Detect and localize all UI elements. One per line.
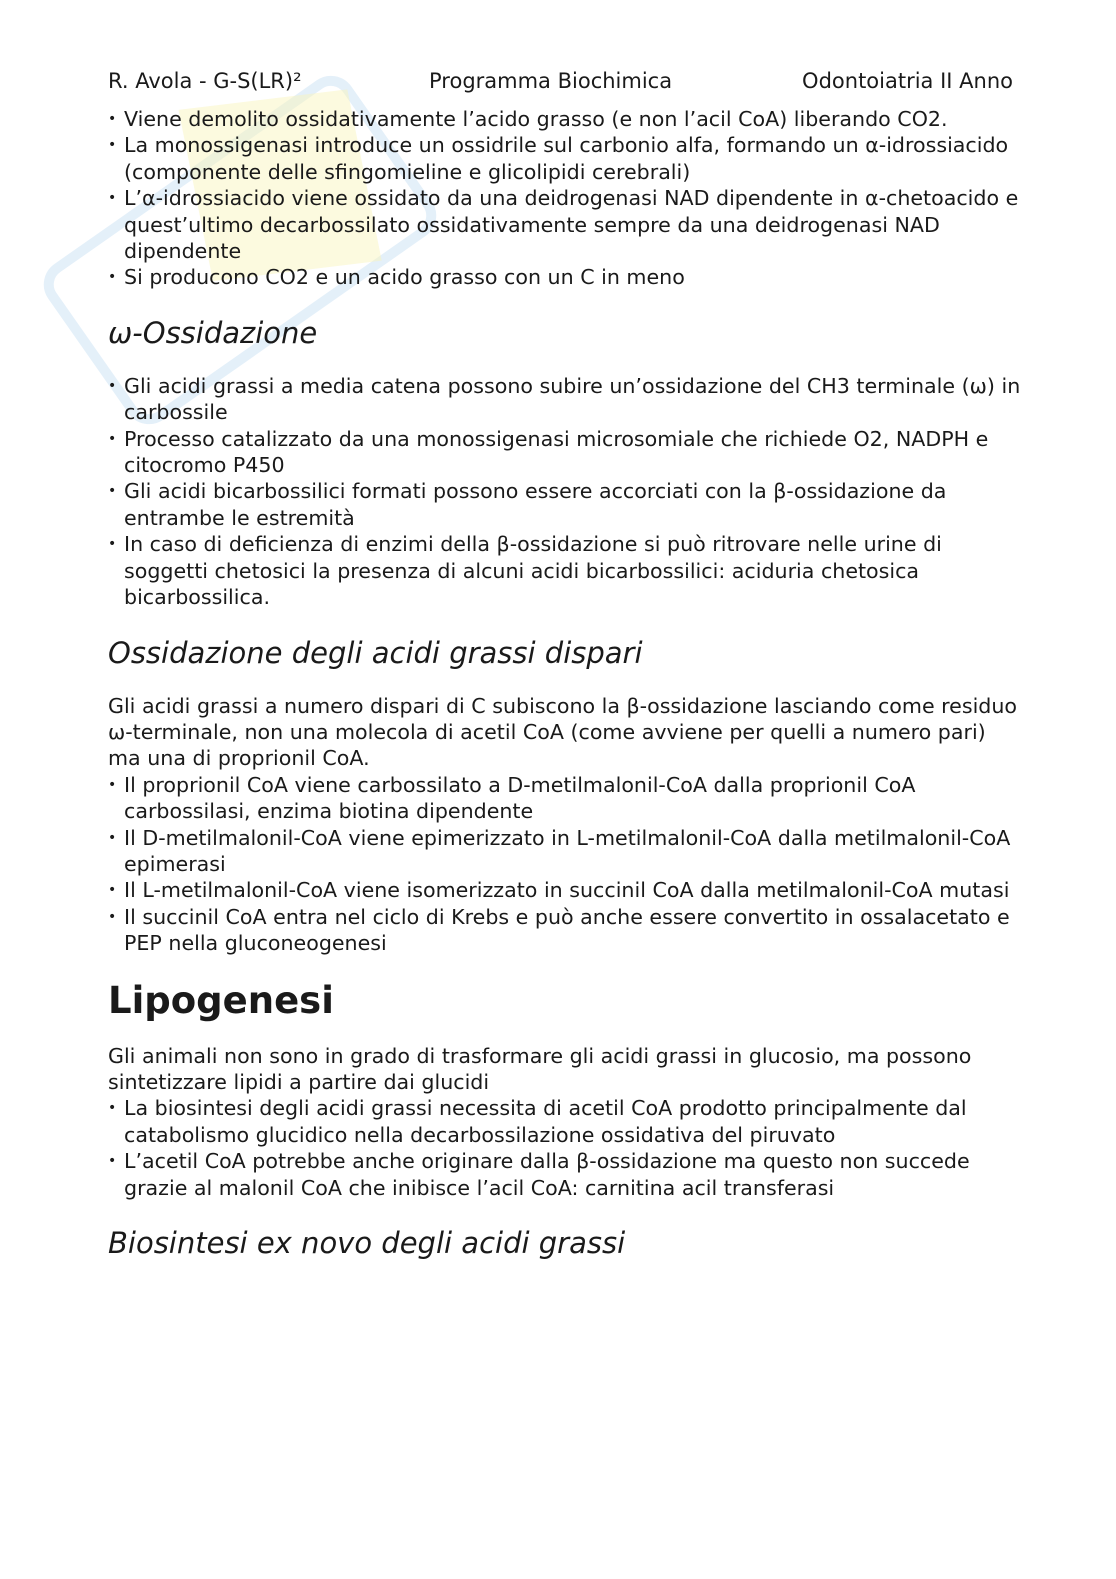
section-heading-odd: Ossidazione degli acidi grassi dispari: [108, 635, 643, 670]
list-item: • In caso di deficienza di enzimi della β-ossidazione si può ritrovare nelle urine di soggetti chetosici la presenza di alcuni acidi bicarbossilici: aciduria chetosica bicarbossilica.: [108, 531, 1023, 610]
list-item: • Il succinil CoA entra nel ciclo di Krebs e può anche essere convertito in ossalacetato e PEP nella gluconeogenesi: [108, 904, 1023, 957]
list-item: • L’α-idrossiacido viene ossidato da una deidrogenasi NAD dipendente in α-chetoacido e quest’ultimo decarbossilato ossidativamente sempre da una deidrogenasi NAD dipendente: [108, 185, 1023, 264]
list-item: • La monossigenasi introduce un ossidrile sul carbonio alfa, formando un α-idrossiacido (componente delle sfingomieline e glicolipidi cerebrali): [108, 132, 1023, 185]
intro-bullet-list: [108, 106, 1023, 291]
list-item: • Il proprionil CoA viene carbossilato a D-metilmalonil-CoA dalla proprionil CoA carbossilasi, enzima biotina dipendente: [108, 772, 1023, 825]
header-year: Odontoiatria II Anno: [802, 69, 1013, 93]
odd-paragraph: Gli acidi grassi a numero dispari di C subiscono la β-ossidazione lasciando come residuo ω-terminale, non una molecola di acetil CoA (come avviene per quelli a numero pari) ma una di proprionil CoA.: [108, 693, 1018, 771]
header-course: Programma Biochimica: [429, 69, 673, 93]
list-item: • Il L-metilmalonil-CoA viene isomerizzato in succinil CoA dalla metilmalonil-CoA mutasi: [108, 877, 1023, 903]
list-item: • L’acetil CoA potrebbe anche originare dalla β-ossidazione ma questo non succede grazie al malonil CoA che inibisce l’acil CoA: carnitina acil transferasi: [108, 1148, 1023, 1201]
list-item: • Processo catalizzato da una monossigenasi microsomiale che richiede O2, NADPH e citocromo P450: [108, 426, 1023, 479]
page-header: [108, 66, 1013, 96]
list-item: • Si producono CO2 e un acido grasso con un C in meno: [108, 264, 1023, 290]
list-item: • Il D-metilmalonil-CoA viene epimerizzato in L-metilmalonil-CoA dalla metilmalonil-CoA epimerasi: [108, 825, 1023, 878]
lipogenesi-paragraph: Gli animali non sono in grado di trasformare gli acidi grassi in glucosio, ma possono sintetizzare lipidi a partire dai glucidi: [108, 1043, 972, 1094]
list-item: • Viene demolito ossidativamente l’acido grasso (e non l’acil CoA) liberando CO2.: [108, 106, 1023, 132]
chapter-heading-lipogenesi: Lipogenesi: [108, 978, 334, 1022]
section-heading-biosintesi: Biosintesi ex novo degli acidi grassi: [108, 1226, 626, 1260]
list-item: • Gli acidi bicarbossilici formati possono essere accorciati con la β-ossidazione da entrambe le estremità: [108, 478, 1023, 531]
lipogenesi-bullet-list: [108, 1095, 1023, 1201]
document-body: [108, 106, 1023, 1283]
odd-bullet-list: [108, 772, 1023, 957]
omega-bullet-list: [108, 373, 1023, 611]
list-item: • La biosintesi degli acidi grassi necessita di acetil CoA prodotto principalmente dal catabolismo glucidico nella decarbossilazione ossidativa del piruvato: [108, 1095, 1023, 1148]
section-heading-omega: ω-Ossidazione: [108, 315, 318, 350]
list-item: • Gli acidi grassi a media catena possono subire un’ossidazione del CH3 terminale (ω) in carbossile: [108, 373, 1023, 426]
header-author: R. Avola - G-S(LR)²: [108, 69, 302, 93]
